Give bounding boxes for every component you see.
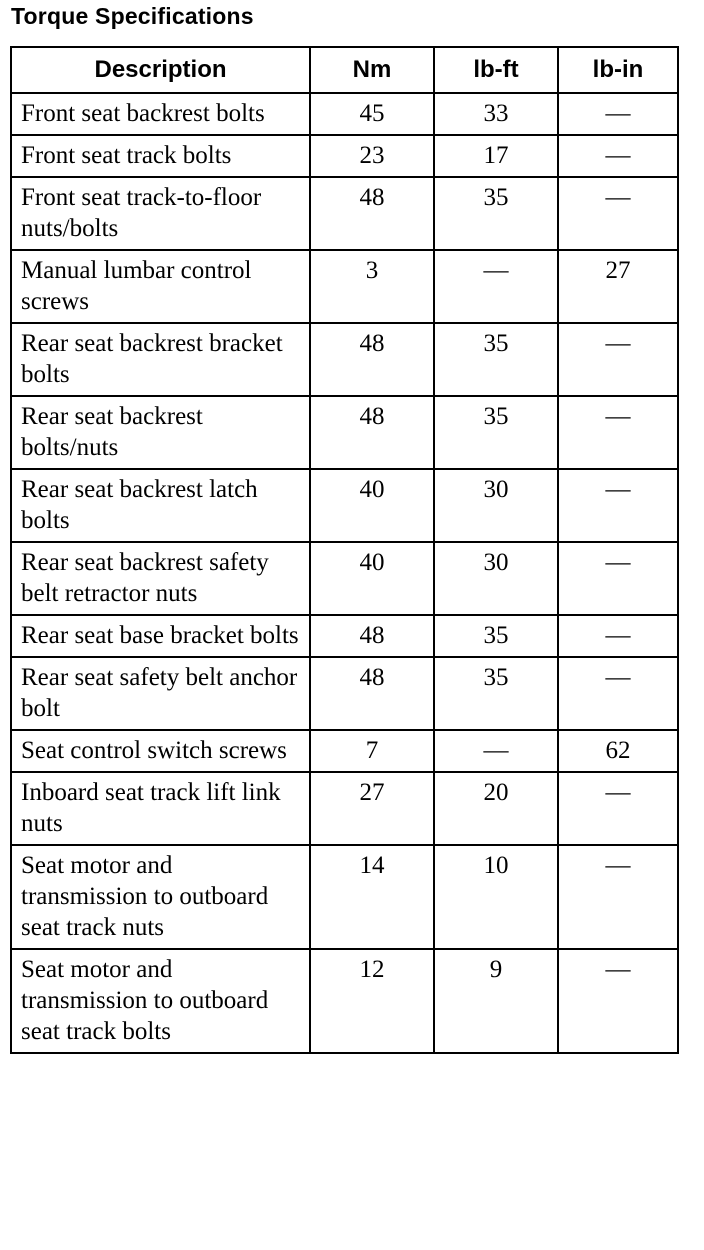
cell-lbin: 62 <box>558 730 678 772</box>
cell-lbin: — <box>558 93 678 135</box>
cell-lbin: — <box>558 323 678 396</box>
cell-lbft: 35 <box>434 396 558 469</box>
table-row <box>11 135 678 177</box>
table-row <box>11 396 678 469</box>
cell-lbft: — <box>434 730 558 772</box>
cell-nm: 7 <box>310 730 434 772</box>
cell-lbft: — <box>434 250 558 323</box>
cell-nm: 12 <box>310 949 434 1053</box>
cell-nm: 48 <box>310 177 434 250</box>
table-row <box>11 949 678 1053</box>
table-row <box>11 469 678 542</box>
header-lbft: lb-ft <box>434 47 558 93</box>
cell-description: Rear seat backrest safety belt retractor nuts <box>11 542 310 615</box>
cell-nm: 48 <box>310 615 434 657</box>
torque-spec-table <box>10 46 679 1054</box>
cell-lbin: 27 <box>558 250 678 323</box>
cell-lbft: 30 <box>434 469 558 542</box>
table-row <box>11 772 678 845</box>
header-description: Description <box>11 47 310 93</box>
cell-lbin: — <box>558 469 678 542</box>
table-row <box>11 657 678 730</box>
cell-nm: 45 <box>310 93 434 135</box>
cell-description: Manual lumbar control screws <box>11 250 310 323</box>
cell-lbin: — <box>558 615 678 657</box>
page-title: Torque Specifications <box>11 3 254 29</box>
table-row <box>11 615 678 657</box>
table-row <box>11 250 678 323</box>
cell-lbin: — <box>558 845 678 949</box>
cell-description: Rear seat backrest bracket bolts <box>11 323 310 396</box>
table-row <box>11 542 678 615</box>
cell-lbin: — <box>558 772 678 845</box>
table-row <box>11 93 678 135</box>
cell-lbft: 33 <box>434 93 558 135</box>
table-row <box>11 323 678 396</box>
cell-lbin: — <box>558 657 678 730</box>
cell-description: Seat control switch screws <box>11 730 310 772</box>
cell-lbft: 9 <box>434 949 558 1053</box>
table-row <box>11 177 678 250</box>
cell-lbin: — <box>558 177 678 250</box>
cell-description: Rear seat backrest latch bolts <box>11 469 310 542</box>
cell-lbin: — <box>558 135 678 177</box>
cell-description: Front seat backrest bolts <box>11 93 310 135</box>
cell-description: Front seat track bolts <box>11 135 310 177</box>
cell-lbin: — <box>558 542 678 615</box>
cell-lbft: 35 <box>434 615 558 657</box>
table-body <box>11 93 678 1053</box>
cell-description: Rear seat safety belt anchor bolt <box>11 657 310 730</box>
table-row <box>11 730 678 772</box>
cell-description: Front seat track-to-floor nuts/bolts <box>11 177 310 250</box>
cell-lbft: 20 <box>434 772 558 845</box>
cell-nm: 40 <box>310 469 434 542</box>
cell-nm: 48 <box>310 323 434 396</box>
cell-nm: 3 <box>310 250 434 323</box>
cell-nm: 23 <box>310 135 434 177</box>
cell-lbft: 35 <box>434 177 558 250</box>
cell-lbft: 10 <box>434 845 558 949</box>
header-lbin: lb-in <box>558 47 678 93</box>
cell-description: Seat motor and transmission to outboard seat track bolts <box>11 949 310 1053</box>
cell-nm: 40 <box>310 542 434 615</box>
cell-description: Rear seat base bracket bolts <box>11 615 310 657</box>
cell-lbin: — <box>558 396 678 469</box>
cell-lbft: 35 <box>434 323 558 396</box>
cell-nm: 14 <box>310 845 434 949</box>
cell-lbin: — <box>558 949 678 1053</box>
cell-lbft: 35 <box>434 657 558 730</box>
table-row <box>11 845 678 949</box>
cell-description: Seat motor and transmission to outboard seat track nuts <box>11 845 310 949</box>
header-nm: Nm <box>310 47 434 93</box>
cell-description: Inboard seat track lift link nuts <box>11 772 310 845</box>
cell-description: Rear seat backrest bolts/nuts <box>11 396 310 469</box>
cell-lbft: 30 <box>434 542 558 615</box>
cell-nm: 48 <box>310 396 434 469</box>
cell-lbft: 17 <box>434 135 558 177</box>
cell-nm: 27 <box>310 772 434 845</box>
table-header-row <box>11 47 678 93</box>
cell-nm: 48 <box>310 657 434 730</box>
